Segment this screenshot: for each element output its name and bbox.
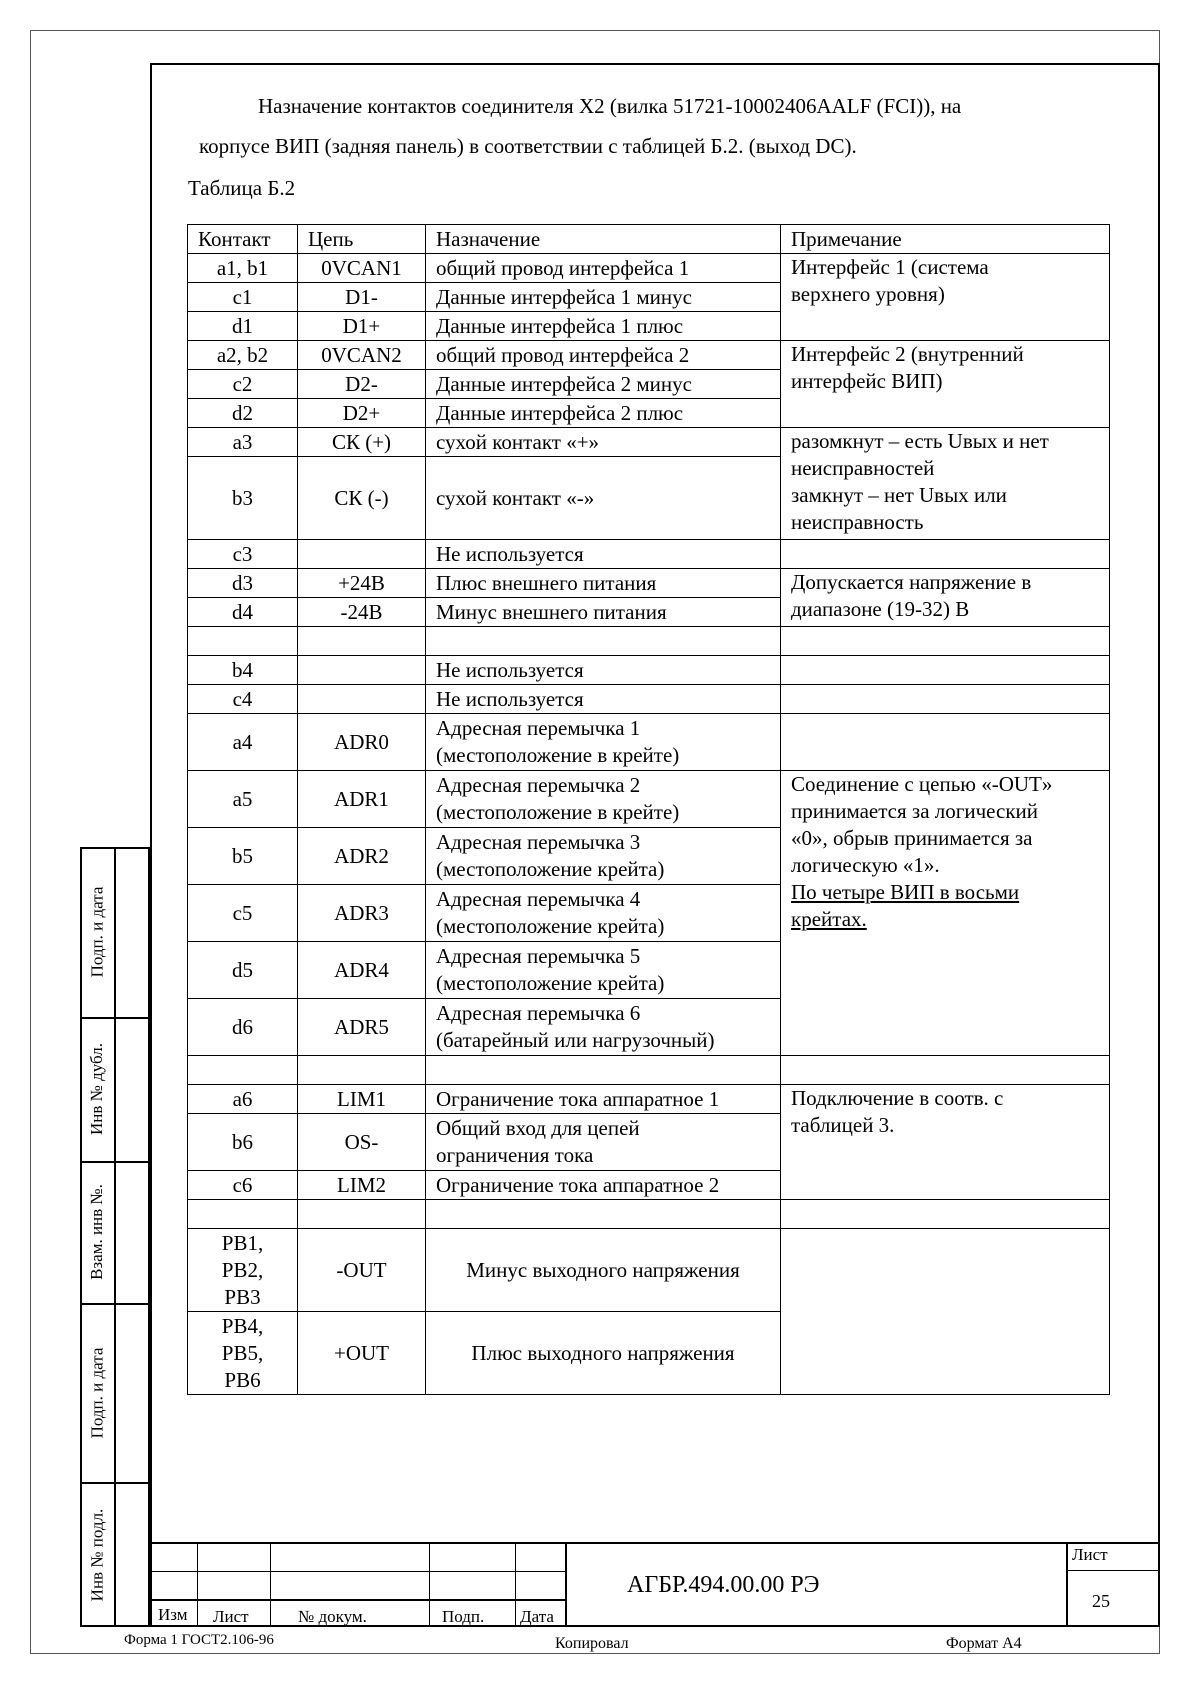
purpose-line: (местоположение в крейте) [436, 743, 680, 767]
cell-circuit: ADR2 [298, 828, 426, 885]
cell-contact: d6 [188, 999, 298, 1056]
cell-purpose [426, 1114, 781, 1171]
cell-contact: a2, b2 [188, 341, 298, 370]
cell-contact: d1 [188, 312, 298, 341]
cell-circuit: 0VCAN1 [298, 254, 426, 283]
table-row-empty [188, 627, 1110, 656]
table-row [188, 1085, 1110, 1114]
table-row [188, 714, 1110, 771]
cell-purpose: Ограничение тока аппаратное 2 [426, 1171, 781, 1200]
cell-purpose: сухой контакт «+» [426, 428, 781, 457]
side-label-sign-date-2: Подп. и дата [87, 1347, 107, 1438]
cell-circuit: D1- [298, 283, 426, 312]
cell-contact [188, 1229, 298, 1312]
cell-note-empty [781, 714, 1110, 771]
purpose-line: (местоположение в крейте) [436, 800, 680, 824]
cell-circuit: -OUT [298, 1229, 426, 1312]
cell-circuit: СК (+) [298, 428, 426, 457]
note-line: неисправность [791, 510, 924, 534]
cell-contact: a6 [188, 1085, 298, 1114]
table-row [188, 254, 1110, 283]
cell-purpose: общий провод интерфейса 1 [426, 254, 781, 283]
cell-purpose [426, 771, 781, 828]
note-line-underlined: крейтах. [791, 907, 867, 931]
cell-purpose: Минус выходного напряжения [426, 1229, 781, 1312]
contact-line: PB6 [224, 1367, 261, 1392]
cell-contact: a1, b1 [188, 254, 298, 283]
cell-circuit: ADR0 [298, 714, 426, 771]
cell-note-power [781, 569, 1110, 627]
cell-circuit: +OUT [298, 1312, 426, 1395]
table-row-empty [188, 1200, 1110, 1229]
cell-circuit: 0VCAN2 [298, 341, 426, 370]
stamp-col-sign: Подп. [442, 1607, 485, 1626]
cell-purpose: Не используется [426, 685, 781, 714]
cell-purpose: Минус внешнего питания [426, 598, 781, 627]
table-row [188, 569, 1110, 598]
note-line: Интерфейс 1 (система [791, 255, 989, 279]
note-line: принимается за логический [791, 799, 1039, 823]
footer-copied: Копировал [555, 1635, 629, 1652]
contact-line: PB3 [224, 1284, 261, 1309]
cell-purpose [426, 942, 781, 999]
note-line: таблицей 3. [791, 1113, 895, 1137]
table-row [188, 1229, 1110, 1312]
purpose-line: (местоположение крейта) [436, 857, 665, 881]
cell-contact: d3 [188, 569, 298, 598]
cell-circuit: ADR3 [298, 885, 426, 942]
cell-purpose: Данные интерфейса 1 плюс [426, 312, 781, 341]
purpose-line: (батарейный или нагрузочный) [436, 1028, 715, 1052]
table-row [188, 771, 1110, 828]
cell-purpose: Не используется [426, 656, 781, 685]
side-label-sign-date: Подп. и дата [87, 886, 107, 978]
purpose-line: (местоположение крейта) [436, 971, 665, 995]
cell-note-iface2 [781, 341, 1110, 428]
cell-note-empty [781, 656, 1110, 685]
cell-note-empty [781, 540, 1110, 569]
cell-contact: c1 [188, 283, 298, 312]
cell-contact: d5 [188, 942, 298, 999]
cell-circuit: D2- [298, 370, 426, 399]
cell-contact: b5 [188, 828, 298, 885]
cell-circuit: OS- [298, 1114, 426, 1171]
cell-circuit: D2+ [298, 399, 426, 428]
cell-circuit: LIM1 [298, 1085, 426, 1114]
table-row [188, 656, 1110, 685]
purpose-line: Адресная перемычка 5 [436, 944, 641, 968]
cell-purpose: Ограничение тока аппаратное 1 [426, 1085, 781, 1114]
side-label-repl-inv: Взам. инв №. [87, 1184, 106, 1280]
note-line: разомкнут – есть Uвых и нет [791, 429, 1049, 453]
cell-circuit: -24В [298, 598, 426, 627]
cell-purpose: Данные интерфейса 1 минус [426, 283, 781, 312]
note-line: неисправностей [791, 456, 935, 480]
cell-circuit: ADR1 [298, 771, 426, 828]
cell-purpose: Плюс выходного напряжения [426, 1312, 781, 1395]
stamp-col-date: Дата [520, 1607, 554, 1626]
cell-contact: c6 [188, 1171, 298, 1200]
stamp-col-doc: № докум. [298, 1607, 367, 1626]
cell-contact: b3 [188, 457, 298, 540]
cell-note-limit [781, 1085, 1110, 1200]
stamp-sheet-label: Лист [1072, 1545, 1108, 1564]
cell-circuit: ADR5 [298, 999, 426, 1056]
cell-note-address [781, 771, 1110, 1056]
note-line: замкнут – нет Uвых или [791, 483, 1007, 507]
header-note: Примечание [781, 225, 1110, 254]
contacts-table [187, 224, 1110, 1395]
cell-circuit [298, 685, 426, 714]
contact-line: PB1, [221, 1230, 264, 1255]
note-line: логическую «1». [791, 853, 940, 877]
cell-contact: d4 [188, 598, 298, 627]
cell-contact: d2 [188, 399, 298, 428]
cell-contact: c2 [188, 370, 298, 399]
header-purpose: Назначение [426, 225, 781, 254]
cell-contact: a5 [188, 771, 298, 828]
purpose-line: Общий вход для цепей [436, 1116, 640, 1140]
sheet-number: 25 [1092, 1591, 1110, 1611]
note-line: Интерфейс 2 (внутренний [791, 342, 1024, 366]
table-row-empty [188, 1056, 1110, 1085]
cell-circuit: ADR4 [298, 942, 426, 999]
cell-note-empty [781, 1229, 1110, 1395]
contact-line: PB2, [221, 1257, 264, 1282]
purpose-line: Адресная перемычка 6 [436, 1001, 641, 1025]
note-line: интерфейс ВИП) [791, 369, 943, 393]
cell-contact: b6 [188, 1114, 298, 1171]
note-line: верхнего уровня) [791, 282, 945, 306]
purpose-line: Адресная перемычка 2 [436, 773, 641, 797]
purpose-line: ограничения тока [436, 1143, 594, 1167]
side-label-orig-inv: Инв № подл. [87, 1508, 106, 1601]
note-line: диапазоне (19-32) В [791, 597, 970, 621]
cell-note-empty [781, 685, 1110, 714]
table-row [188, 540, 1110, 569]
cell-contact: c5 [188, 885, 298, 942]
cell-contact: b4 [188, 656, 298, 685]
purpose-line: (местоположение крейта) [436, 914, 665, 938]
cell-purpose [426, 828, 781, 885]
note-line: Допускается напряжение в [791, 570, 1032, 594]
cell-purpose [426, 714, 781, 771]
side-label-dup-inv: Инв № дубл. [87, 1042, 107, 1136]
purpose-line: Адресная перемычка 1 [436, 716, 641, 740]
header-circuit: Цепь [298, 225, 426, 254]
cell-circuit [298, 540, 426, 569]
table-row [188, 341, 1110, 370]
table-caption: Таблица Б.2 [188, 176, 296, 200]
cell-contact [188, 1312, 298, 1395]
purpose-line: Адресная перемычка 3 [436, 830, 641, 854]
intro-line-1: Назначение контактов соединителя X2 (вилка 51721-10002406AALF (FCI)), на [258, 94, 962, 118]
purpose-line: Адресная перемычка 4 [436, 887, 641, 911]
cell-contact: a4 [188, 714, 298, 771]
cell-purpose: Данные интерфейса 2 минус [426, 370, 781, 399]
table-header-row [188, 225, 1110, 254]
cell-contact: c3 [188, 540, 298, 569]
side-strip-divider [114, 847, 116, 1627]
cell-purpose [426, 999, 781, 1056]
cell-note-dry-contact [781, 428, 1110, 540]
cell-circuit [298, 656, 426, 685]
cell-purpose: общий провод интерфейса 2 [426, 341, 781, 370]
cell-circuit: СК (-) [298, 457, 426, 540]
cell-purpose [426, 885, 781, 942]
stamp-col-sheet: Лист [213, 1607, 249, 1626]
contact-line: PB4, [221, 1313, 264, 1338]
footer-form: Форма 1 ГОСТ2.106-96 [124, 1632, 274, 1648]
contact-line: PB5, [221, 1340, 264, 1365]
table-row [188, 685, 1110, 714]
cell-purpose: сухой контакт «-» [426, 457, 781, 540]
footer-format: Формат А4 [946, 1635, 1022, 1652]
cell-note-iface1 [781, 254, 1110, 341]
cell-contact: a3 [188, 428, 298, 457]
cell-purpose: Данные интерфейса 2 плюс [426, 399, 781, 428]
cell-purpose: Не используется [426, 540, 781, 569]
note-line-underlined: По четыре ВИП в восьми [791, 880, 1020, 904]
cell-circuit: +24В [298, 569, 426, 598]
cell-contact: c4 [188, 685, 298, 714]
cell-purpose: Плюс внешнего питания [426, 569, 781, 598]
note-line: Подключение в соотв. с [791, 1086, 1004, 1110]
intro-line-2: корпусе ВИП (задняя панель) в соответствии с таблицей Б.2. (выход DC). [199, 134, 857, 158]
note-line: «0», обрыв принимается за [791, 826, 1033, 850]
cell-circuit: D1+ [298, 312, 426, 341]
cell-circuit: LIM2 [298, 1171, 426, 1200]
note-line: Соединение с цепью «-OUT» [791, 772, 1053, 796]
stamp-col-change: Изм [158, 1605, 188, 1624]
table-row [188, 428, 1110, 457]
header-contact: Контакт [188, 225, 298, 254]
document-designation: АГБР.494.00.00 РЭ [627, 1572, 820, 1598]
